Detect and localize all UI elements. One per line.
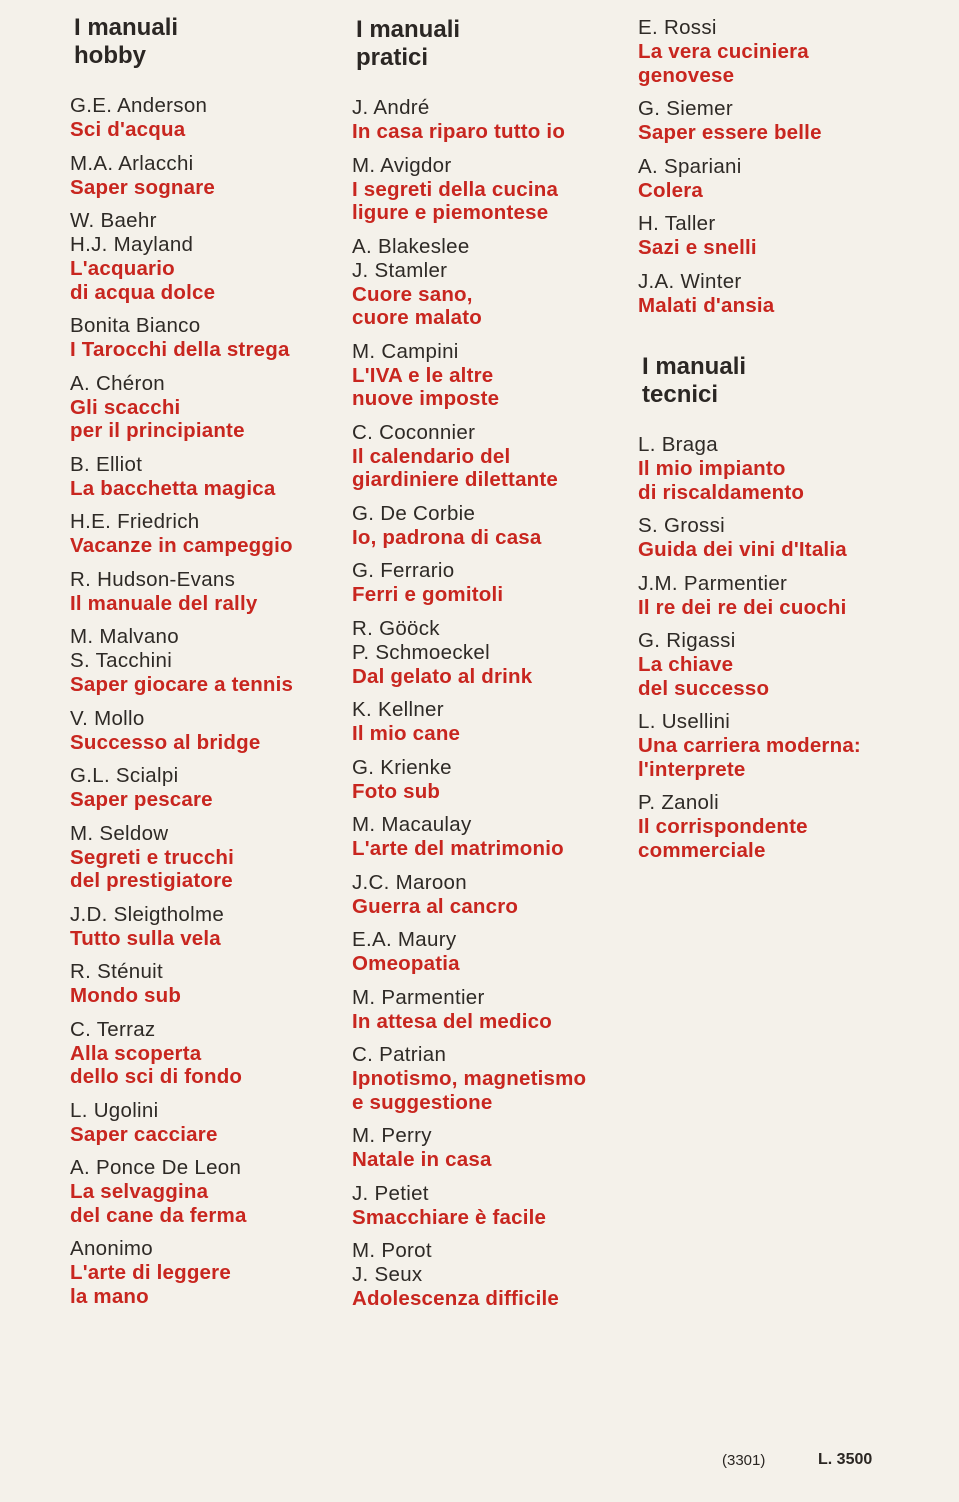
book-title: In casa riparo tutto io [352, 120, 566, 143]
book-title: I segreti della cucina [352, 177, 559, 201]
book-author: M. Malvano [70, 625, 179, 648]
book-title: Alla scoperta [70, 1041, 202, 1065]
book-title: la mano [70, 1284, 149, 1308]
book-title: Cuore sano, [352, 282, 473, 306]
book-title: giardiniere dilettante [352, 468, 559, 491]
book-title: Vacanze in campeggio [70, 534, 293, 557]
book-title: e suggestione [352, 1090, 493, 1114]
entry-list-pratici [352, 96, 632, 1311]
book-title: Omeopatia [352, 952, 460, 975]
book-author: M. Avigdor [352, 153, 452, 177]
book-title: commerciale [638, 838, 766, 862]
book-author: J.D. Sleigtholme [70, 902, 225, 926]
book-title: L'arte del matrimonio [352, 837, 564, 860]
book-author: G. Ferrario [352, 559, 455, 582]
book-entry [70, 453, 340, 501]
book-title: Il manuale del rally [70, 591, 258, 615]
book-entry [352, 871, 632, 919]
book-author: M. Campini [352, 339, 459, 363]
book-title: del prestigiatore [70, 869, 233, 892]
section-title-tecnici: I manuali tecnici [642, 353, 747, 408]
book-entry [638, 514, 938, 562]
book-author: J.M. Parmentier [638, 571, 788, 595]
book-title: I Tarocchi della strega [70, 338, 290, 361]
book-author: C. Terraz [70, 1017, 156, 1041]
book-entry [70, 314, 340, 362]
book-entry [352, 421, 632, 492]
book-author: L. Usellini [638, 710, 731, 733]
book-title: Smacchiare è facile [352, 1205, 547, 1229]
book-entry [352, 235, 632, 330]
book-title: cuore malato [352, 306, 482, 329]
book-author: G. Krienke [352, 755, 452, 779]
entry-list-pratici-continued [638, 16, 938, 317]
book-entry [70, 1018, 340, 1089]
book-title: di riscaldamento [638, 480, 805, 504]
book-entry [70, 152, 340, 200]
price-label: L. 3500 [818, 1451, 873, 1468]
book-title: Sazi e snelli [638, 236, 757, 259]
book-author: A. Chéron [70, 371, 165, 395]
book-title: L'IVA e le altre [352, 363, 494, 387]
book-author: A. Ponce De Leon [70, 1156, 242, 1179]
book-entry [638, 97, 938, 145]
column-hobby [70, 14, 340, 1318]
book-title: La bacchetta magica [70, 476, 276, 500]
book-entry [70, 568, 340, 616]
book-entry [352, 96, 632, 144]
book-author: G. Rigassi [638, 629, 736, 652]
book-title: L'acquario [70, 257, 175, 280]
book-entry [638, 572, 938, 620]
book-entry [70, 372, 340, 443]
column-right [638, 16, 938, 872]
book-author: M. Porot [352, 1239, 432, 1262]
book-entry [638, 433, 938, 504]
book-title: La chiave [638, 653, 734, 676]
book-author: J. Stamler [352, 258, 448, 282]
book-entry [70, 625, 340, 697]
book-title: La vera cuciniera [638, 40, 809, 63]
book-author: L. Ugolini [70, 1098, 159, 1122]
book-entry [70, 822, 340, 893]
book-title: Successo al bridge [70, 730, 261, 754]
book-title: Saper pescare [70, 788, 213, 811]
book-author: J. André [352, 96, 430, 119]
book-title: Ipnotismo, magnetismo [352, 1067, 587, 1090]
book-author: J. Seux [352, 1263, 423, 1286]
book-author: G.E. Anderson [70, 94, 208, 117]
book-entry [352, 1239, 632, 1311]
book-entry [352, 756, 632, 804]
book-author: P. Schmoeckel [352, 640, 490, 664]
book-title: Saper sognare [70, 175, 216, 199]
book-author: E. Rossi [638, 16, 717, 39]
book-title: Il corrispondente [638, 815, 808, 838]
book-title: Dal gelato al drink [352, 664, 533, 688]
book-author: G.L. Scialpi [70, 764, 179, 787]
book-author: M. Perry [352, 1124, 432, 1147]
book-author: Anonimo [70, 1237, 154, 1260]
book-title: Adolescenza difficile [352, 1287, 559, 1310]
book-author: S. Grossi [638, 514, 725, 537]
book-title: Il calendario del [352, 444, 511, 468]
book-entry [70, 764, 340, 812]
book-entry [352, 1182, 632, 1230]
book-title: Colera [638, 178, 704, 202]
book-entry [70, 1099, 340, 1147]
book-author: P. Zanoli [638, 791, 719, 814]
book-entry [70, 1156, 340, 1227]
book-author: H.J. Mayland [70, 233, 194, 256]
book-entry [70, 510, 340, 558]
book-entry [70, 209, 340, 304]
book-author: C. Patrian [352, 1043, 447, 1066]
book-entry [638, 629, 938, 700]
book-entry [638, 212, 938, 260]
book-title: dello sci di fondo [70, 1065, 243, 1088]
catalog-code: (3301) [722, 1452, 766, 1469]
book-title: Sci d'acqua [70, 118, 186, 141]
book-author: J. Petiet [352, 1181, 429, 1205]
book-entry [352, 154, 632, 225]
book-title: Segreti e trucchi [70, 845, 235, 869]
book-title: Saper cacciare [70, 1122, 218, 1146]
book-entry [70, 960, 340, 1008]
book-title: Saper essere belle [638, 121, 822, 144]
book-title: Ferri e gomitoli [352, 583, 504, 606]
book-title: Tutto sulla vela [70, 926, 221, 950]
book-entry [70, 1237, 340, 1308]
book-author: K. Kellner [352, 698, 444, 721]
book-title: Il re dei re dei cuochi [638, 595, 847, 619]
entry-list-tecnici [638, 433, 938, 862]
column-pratici [352, 16, 632, 1321]
book-title: Guida dei vini d'Italia [638, 538, 847, 561]
book-entry [352, 340, 632, 411]
book-entry [352, 813, 632, 861]
book-title: La selvaggina [70, 1180, 209, 1203]
book-entry [70, 707, 340, 755]
book-author: M. Parmentier [352, 985, 485, 1009]
book-author: S. Tacchini [70, 649, 173, 672]
book-entry [352, 1124, 632, 1172]
book-entry [638, 710, 938, 781]
book-title: Natale in casa [352, 1148, 492, 1171]
book-author: J.C. Maroon [352, 870, 467, 894]
book-author: M. Seldow [70, 821, 169, 845]
book-title: di acqua dolce [70, 280, 216, 304]
book-author: M. Macaulay [352, 813, 472, 836]
book-entry [638, 791, 938, 862]
book-author: H. Taller [638, 212, 716, 235]
book-entry [352, 986, 632, 1034]
book-title: Gli scacchi [70, 395, 181, 419]
book-title: per il principiante [70, 419, 245, 442]
book-entry [70, 903, 340, 951]
book-author: A. Blakeslee [352, 234, 470, 258]
book-title: Foto sub [352, 779, 441, 803]
book-title: Guerra al cancro [352, 894, 519, 918]
book-title: del successo [638, 676, 770, 700]
book-author: L. Braga [638, 433, 718, 456]
book-author: R. Sténuit [70, 960, 164, 983]
book-title: del cane da ferma [70, 1203, 247, 1227]
book-author: M.A. Arlacchi [70, 151, 194, 175]
section-title-hobby: I manuali hobby [74, 14, 179, 69]
book-title: Io, padrona di casa [352, 525, 542, 549]
book-entry [352, 502, 632, 550]
book-title: Malati d'ansia [638, 293, 775, 317]
book-title: Mondo sub [70, 984, 182, 1007]
book-title: Il mio cane [352, 722, 461, 745]
book-author: H.E. Friedrich [70, 510, 200, 533]
book-author: Bonita Bianco [70, 314, 201, 337]
book-author: G. De Corbie [352, 501, 476, 525]
book-author: R. Gööck [352, 616, 440, 640]
book-author: R. Hudson-Evans [70, 567, 236, 591]
book-title: L'arte di leggere [70, 1261, 231, 1284]
book-author: W. Baehr [70, 209, 157, 232]
book-entry [352, 559, 632, 607]
book-title: ligure e piemontese [352, 201, 549, 224]
book-entry [70, 94, 340, 142]
book-author: J.A. Winter [638, 269, 742, 293]
section-title-pratici: I manuali pratici [356, 16, 461, 71]
book-title: nuove imposte [352, 387, 500, 410]
book-entry [352, 928, 632, 976]
book-entry [352, 698, 632, 746]
book-title: genovese [638, 63, 735, 87]
book-entry [638, 16, 938, 87]
book-title: Una carriera moderna: [638, 734, 861, 757]
entry-list-hobby [70, 94, 340, 1308]
book-author: B. Elliot [70, 452, 143, 476]
book-entry [352, 1043, 632, 1114]
book-title: l'interprete [638, 757, 746, 781]
book-entry [638, 155, 938, 203]
book-title: In attesa del medico [352, 1009, 552, 1033]
book-title: Saper giocare a tennis [70, 673, 294, 696]
book-author: E.A. Maury [352, 928, 457, 951]
book-entry [352, 617, 632, 689]
book-author: C. Coconnier [352, 420, 476, 444]
book-author: V. Mollo [70, 706, 145, 730]
book-author: G. Siemer [638, 97, 733, 120]
book-entry [638, 270, 938, 318]
book-author: A. Spariani [638, 154, 742, 178]
book-title: Il mio impianto [638, 457, 786, 480]
